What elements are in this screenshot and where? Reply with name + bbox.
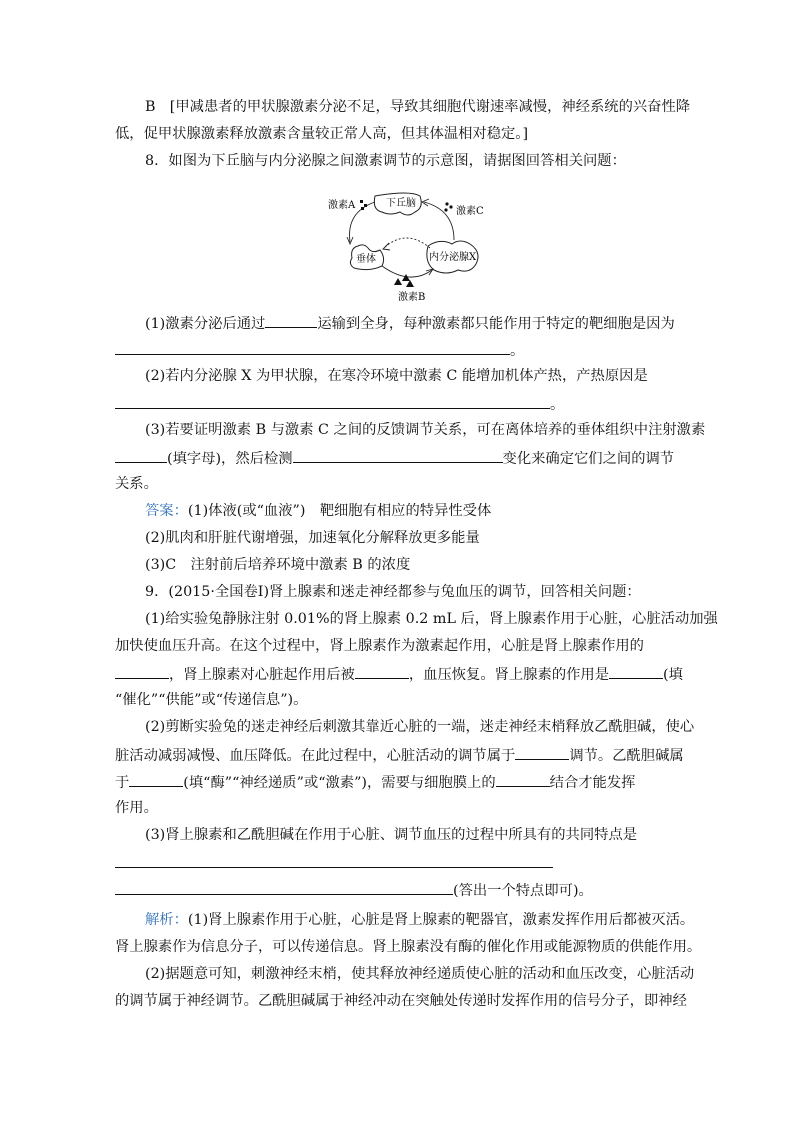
answer-blank[interactable] <box>115 853 553 868</box>
hypothalamus-label: 下丘脑 <box>386 198 416 209</box>
answer-blank[interactable] <box>129 772 183 787</box>
answer-blank[interactable] <box>115 340 510 355</box>
q9-part3-line3: (答出一个特点即可)。 <box>115 880 593 900</box>
q8-stem: 8．如图为下丘脑与内分泌腺之间激素调节的示意图，请据图回答相关问题： <box>145 153 626 169</box>
gland-label: 内分泌腺X <box>429 252 477 263</box>
q8-part3-line3: 关系。 <box>115 476 158 492</box>
prev-answer-line2: 低，促甲状腺激素释放激素含量较正常人高，但其体温相对稳定。] <box>115 126 529 142</box>
q9-part1-line1: (1)给实验兔静脉注射 0.01%的肾上腺素 0.2 mL 后，肾上腺素作用于心脏，心脏活动加强 <box>145 611 718 627</box>
feedback-gland-to-pituitary-dashed <box>384 238 430 248</box>
answer-blank[interactable] <box>265 313 317 328</box>
q8-part3-line2: (填字母)，然后检测 变化来确定它们之间的调节 <box>115 448 674 468</box>
q9-analysis-line2: 肾上腺素作为信息分子，可以传递信息。肾上腺素没有酶的催化作用或能源物质的供能作用。 <box>115 939 702 955</box>
q9-part3-line1: (3)肾上腺素和乙酰胆碱在作用于心脏、调节血压的过程中所具有的共同特点是 <box>145 827 638 843</box>
hormone-a-label: 激素A <box>328 200 356 211</box>
prev-answer-line1: B [甲减患者的甲状腺激素分泌不足，导致其细胞代谢速率减慢，神经系统的兴奋性降 <box>145 99 691 115</box>
hormone-b-label: 激素B <box>398 292 426 303</box>
q9-part1-line3: ，肾上腺素对心脏起作用后被 ，血压恢复。肾上腺素的作用是 (填 <box>115 664 683 684</box>
q9-part2-line4: 作用。 <box>115 800 158 816</box>
arrow-gland-to-hypothalamus <box>424 202 454 240</box>
q9-analysis-line1: 解析：(1)肾上腺素作用于心脏，心脏是肾上腺素的靶器官，激素发挥作用后都被灭活。 <box>145 912 695 928</box>
answer-blank[interactable] <box>115 880 453 895</box>
q9-part2-line1: (2)剪断实验兔的迷走神经后刺激其靠近心脏的一端，迷走神经末梢释放乙酰胆碱，使心 <box>145 719 695 735</box>
q8-part2-line1: (2)若内分泌腺 X 为甲状腺，在寒冷环境中激素 C 能增加机体产热，产热原因是 <box>145 368 648 384</box>
q9-part1-line2: 加快使血压升高。在这个过程中，肾上腺素作为激素起作用，心脏是肾上腺素作用的 <box>115 638 644 654</box>
q9-part2-line2: 脏活动减弱减慢、血压降低。在此过程中，心脏活动的调节属于 调节。乙酰胆碱属 <box>115 745 684 765</box>
hormone-c-label: 激素C <box>456 206 484 217</box>
q8-answer-line1: 答案：(1)体液(或“血液”) 靶细胞有相应的特异性受体 <box>145 503 492 519</box>
arrow-pituitary-to-gland <box>382 266 432 277</box>
q9-stem: 9．(2015·全国卷Ⅰ)肾上腺素和迷走神经都参与兔血压的调节，回答相关问题： <box>145 584 641 600</box>
answer-blank[interactable] <box>496 772 550 787</box>
q8-answer-line3: (3)C 注射前后培养环境中激素 B 的浓度 <box>145 557 411 573</box>
answer-blank[interactable] <box>355 664 409 679</box>
analysis-label: 解析： <box>145 912 188 928</box>
q8-part1-line2: 。 <box>115 340 524 360</box>
hormone-regulation-diagram <box>320 188 500 304</box>
q8-part3-line1: (3)若要证明激素 B 与激素 C 之间的反馈调节关系，可在离体培养的垂体组织中注射激素 <box>145 422 706 438</box>
answer-blank[interactable] <box>515 745 569 760</box>
q8-part1-line1: (1)激素分泌后通过 运输到全身，每种激素都只能作用于特定的靶细胞是因为 <box>145 313 675 333</box>
answer-label: 答案： <box>145 503 188 519</box>
q9-part3-line2 <box>115 853 553 873</box>
q9-part2-line3: 于 (填“酶”“神经递质”或“激素”)，需要与细胞膜上的 结合才能发挥 <box>115 772 635 792</box>
q9-analysis-line4: 的调节属于神经调节。乙酰胆碱属于神经冲动在突触处传递时发挥作用的信号分子，即神经 <box>115 993 687 1009</box>
answer-blank[interactable] <box>115 664 169 679</box>
hormone-a-marker <box>360 200 367 210</box>
hormone-c-marker <box>444 202 452 211</box>
pituitary-label: 垂体 <box>356 254 376 265</box>
answer-blank[interactable] <box>115 448 167 463</box>
answer-blank[interactable] <box>293 448 503 463</box>
answer-blank[interactable] <box>115 394 550 409</box>
q8-part2-line2: 。 <box>115 394 564 414</box>
answer-blank[interactable] <box>609 664 663 679</box>
q8-answer-line2: (2)肌肉和肝脏代谢增强，加速氧化分解释放更多能量 <box>145 530 480 546</box>
q9-analysis-line3: (2)据题意可知，刺激神经末梢，使其释放神经递质使心脏的活动和血压改变，心脏活动 <box>145 966 695 982</box>
q9-part1-line4: “催化”“供能”或“传递信息”)。 <box>115 692 308 708</box>
